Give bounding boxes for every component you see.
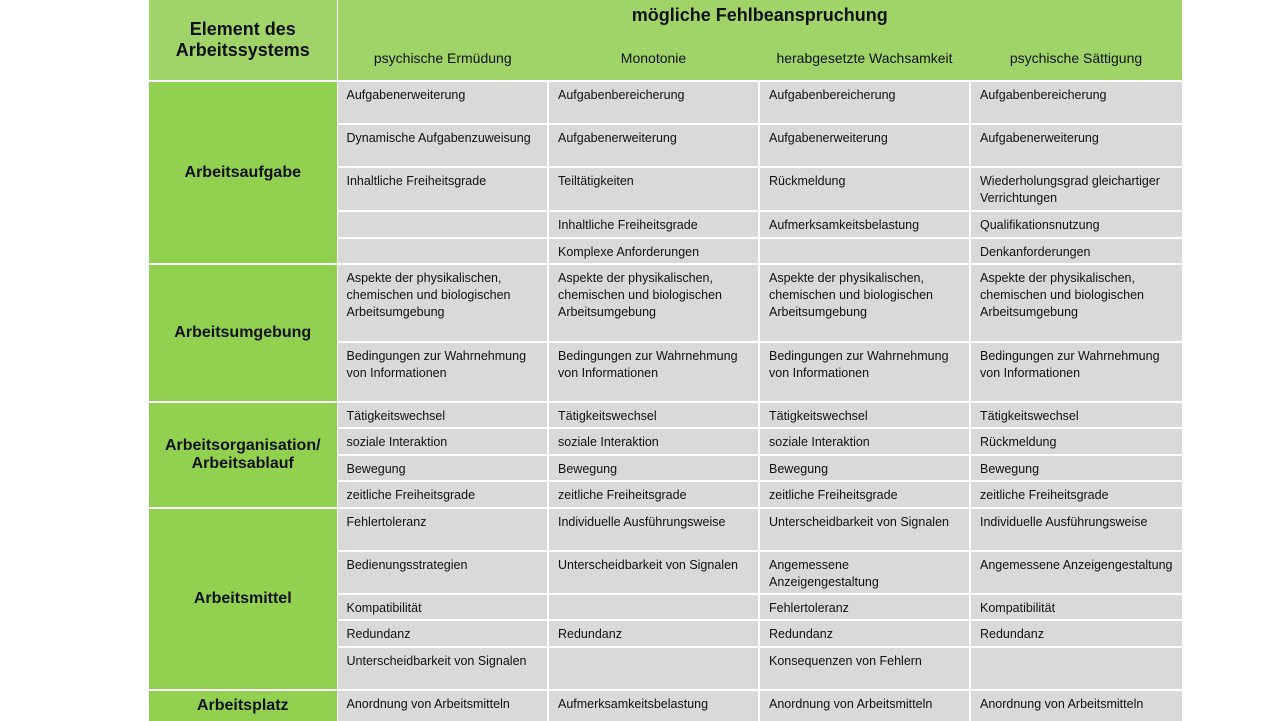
table-cell: soziale Interaktion	[337, 428, 548, 455]
table-cell: Bedingungen zur Wahrnehmung von Informationen	[970, 342, 1182, 402]
table-cell: Unterscheidbarkeit von Signalen	[548, 551, 759, 594]
table-cell: Bedienungsstrategien	[337, 551, 548, 594]
table-cell: Kompatibilität	[337, 594, 548, 620]
table-cell: Rückmeldung	[759, 167, 970, 211]
table-row	[149, 402, 1182, 428]
table-cell: Anordnung von Arbeitsmitteln	[970, 690, 1182, 721]
column-header-psychische-saettigung: psychische Sättigung	[970, 36, 1182, 81]
table-cell: Tätigkeitswechsel	[337, 402, 548, 428]
table-cell: Bedingungen zur Wahrnehmung von Informationen	[759, 342, 970, 402]
table-cell: Aspekte der physikalischen, chemischen und biologischen Arbeitsumgebung	[548, 264, 759, 342]
table-cell: Angemessene Anzeigengestaltung	[970, 551, 1182, 594]
table-cell: Aspekte der physikalischen, chemischen und biologischen Arbeitsumgebung	[759, 264, 970, 342]
table-cell: soziale Interaktion	[759, 428, 970, 455]
table-cell: Qualifikationsnutzung	[970, 211, 1182, 238]
table-cell: Unterscheidbarkeit von Signalen	[759, 508, 970, 551]
fehlbeanspruchung-table	[149, 0, 1182, 721]
table-cell: Aufgabenerweiterung	[759, 124, 970, 167]
table-cell	[337, 211, 548, 238]
table-cell: Anordnung von Arbeitsmitteln	[759, 690, 970, 721]
table-cell: Aspekte der physikalischen, chemischen und biologischen Arbeitsumgebung	[337, 264, 548, 342]
column-header-psychische-ermuedung: psychische Ermüdung	[337, 36, 548, 81]
table-row	[149, 264, 1182, 342]
table-cell: Bedingungen zur Wahrnehmung von Informationen	[548, 342, 759, 402]
table-cell: Teiltätigkeiten	[548, 167, 759, 211]
table-cell: Angemessene Anzeigengestaltung	[759, 551, 970, 594]
table-cell: Bewegung	[970, 455, 1182, 481]
table-cell: Inhaltliche Freiheitsgrade	[337, 167, 548, 211]
group-label-arbeitsmittel: Arbeitsmittel	[149, 508, 337, 690]
element-header: Element des Arbeitssystems	[149, 0, 337, 81]
table-cell: Tätigkeitswechsel	[759, 402, 970, 428]
table-cell: Komplexe Anforderungen	[548, 238, 759, 264]
table-cell: Aufgabenbereicherung	[548, 81, 759, 124]
table-cell: zeitliche Freiheitsgrade	[548, 481, 759, 508]
table-cell: Bewegung	[548, 455, 759, 481]
table-row	[149, 690, 1182, 721]
table-cell: Konsequenzen von Fehlern	[759, 647, 970, 690]
table-cell: Dynamische Aufgabenzuweisung	[337, 124, 548, 167]
group-label-arbeitsumgebung: Arbeitsumgebung	[149, 264, 337, 402]
table-cell: Aufgabenerweiterung	[337, 81, 548, 124]
table-cell: Redundanz	[337, 620, 548, 647]
table-cell: Bewegung	[759, 455, 970, 481]
table-cell: Redundanz	[759, 620, 970, 647]
table-cell: Aufmerksamkeitsbelastung	[759, 211, 970, 238]
table-cell: Bedingungen zur Wahrnehmung von Informationen	[337, 342, 548, 402]
table-cell: soziale Interaktion	[548, 428, 759, 455]
table-cell: Individuelle Ausführungsweise	[970, 508, 1182, 551]
table-cell	[337, 238, 548, 264]
table-cell: Denkanforderungen	[970, 238, 1182, 264]
column-header-monotonie: Monotonie	[548, 36, 759, 81]
table-cell	[548, 647, 759, 690]
table-cell: Wiederholungsgrad gleichartiger Verrichtungen	[970, 167, 1182, 211]
table-cell	[970, 647, 1182, 690]
table-cell: Fehlertoleranz	[759, 594, 970, 620]
table-cell: Rückmeldung	[970, 428, 1182, 455]
table-cell: zeitliche Freiheitsgrade	[759, 481, 970, 508]
group-label-arbeitsaufgabe: Arbeitsaufgabe	[149, 81, 337, 264]
table-cell: Bewegung	[337, 455, 548, 481]
table-cell	[759, 238, 970, 264]
table-cell: Redundanz	[970, 620, 1182, 647]
table-cell: Individuelle Ausführungsweise	[548, 508, 759, 551]
table-cell: Redundanz	[548, 620, 759, 647]
table-cell: Aufgabenerweiterung	[970, 124, 1182, 167]
table-cell: Tätigkeitswechsel	[970, 402, 1182, 428]
table-cell: zeitliche Freiheitsgrade	[970, 481, 1182, 508]
table-cell: Anordnung von Arbeitsmitteln	[337, 690, 548, 721]
table-cell: Kompatibilität	[970, 594, 1182, 620]
table-cell: zeitliche Freiheitsgrade	[337, 481, 548, 508]
table-cell: Aspekte der physikalischen, chemischen und biologischen Arbeitsumgebung	[970, 264, 1182, 342]
table-cell: Inhaltliche Freiheitsgrade	[548, 211, 759, 238]
table-row	[149, 508, 1182, 551]
table-title: mögliche Fehlbeanspruchung	[337, 0, 1182, 36]
table-cell: Aufgabenerweiterung	[548, 124, 759, 167]
column-header-herabgesetzte-wachsamkeit: herabgesetzte Wachsamkeit	[759, 36, 970, 81]
table-cell: Unterscheidbarkeit von Signalen	[337, 647, 548, 690]
group-label-arbeitsplatz: Arbeitsplatz	[149, 690, 337, 721]
table-cell: Aufgabenbereicherung	[970, 81, 1182, 124]
group-label-arbeitsorganisation: Arbeitsorganisation/ Arbeitsablauf	[149, 402, 337, 508]
table-cell: Aufmerksamkeitsbelastung	[548, 690, 759, 721]
table-cell: Tätigkeitswechsel	[548, 402, 759, 428]
table-cell: Fehlertoleranz	[337, 508, 548, 551]
table-row	[149, 81, 1182, 124]
table-cell	[548, 594, 759, 620]
table-cell: Aufgabenbereicherung	[759, 81, 970, 124]
